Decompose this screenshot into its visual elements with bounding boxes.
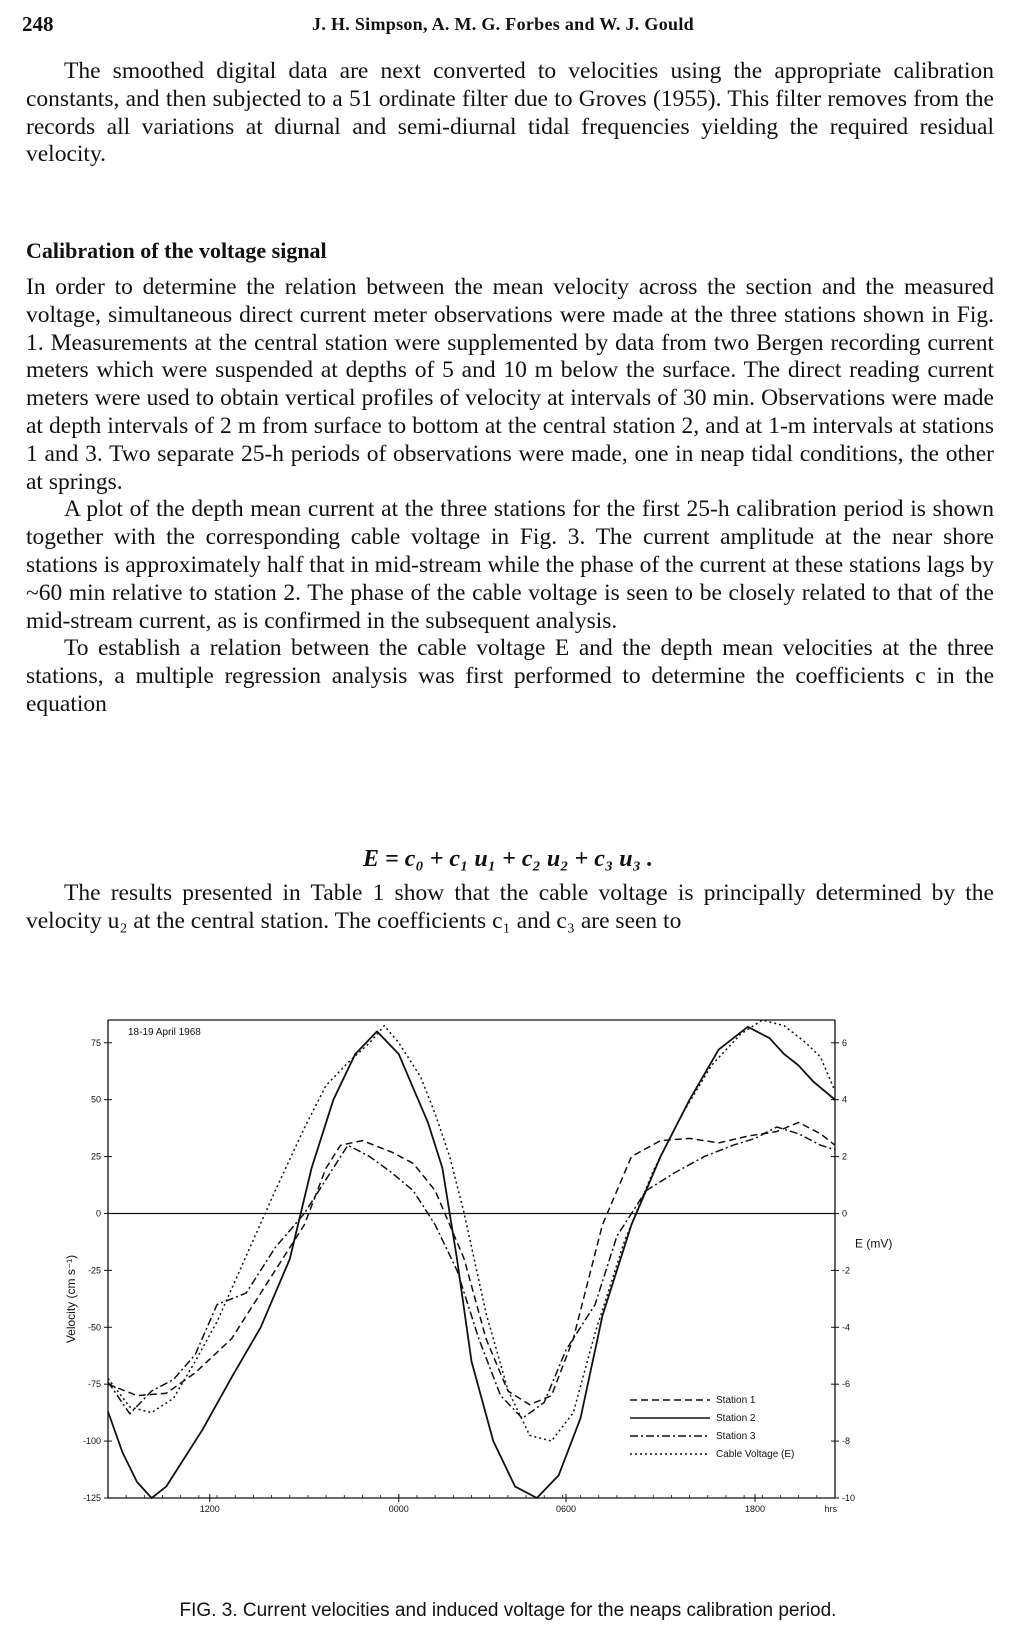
- x-tick-label: 1800: [745, 1504, 766, 1514]
- series-line-cable-voltage-e: [108, 1020, 835, 1441]
- x-tick-label: 1200: [199, 1504, 220, 1514]
- paragraph: The smoothed digital data are next converted to velocities using the appropriate calibration constants, and then subjected to a 51 ordinate filter due to Groves (1955). This filter removes from the records all variations at diurnal and semi-diurnal tidal frequencies yielding the required residual velocity.: [26, 58, 994, 168]
- y2-tick-label: 2: [842, 1151, 848, 1162]
- legend-label: Station 1: [716, 1395, 756, 1406]
- legend-label: Cable Voltage (E): [716, 1449, 795, 1460]
- running-head-authors: J. H. Simpson, A. M. G. Forbes and W. J. Gould: [312, 14, 694, 34]
- y-tick-label: -25: [87, 1265, 101, 1276]
- velocity-voltage-chart: [55, 1000, 985, 1590]
- y2-tick-label: 6: [842, 1037, 848, 1048]
- running-head: [22, 12, 984, 38]
- y2-tick-label: 4: [842, 1094, 848, 1105]
- section-text-block: [26, 274, 994, 719]
- y2-tick-label: -6: [842, 1379, 851, 1390]
- y2-tick-label: -4: [842, 1322, 851, 1333]
- paragraph: A plot of the depth mean current at the three stations for the first 25-h calibration period is shown together with the corresponding cable voltage in Fig. 3. The current amplitude at the near shore stations is approximately half that in mid-stream while the phase of the current at these stations lags by ~60 min relative to station 2. The phase of the cable voltage is seen to be closely related to that of the mid-stream current, as is confirmed in the subsequent analysis.: [26, 496, 994, 634]
- y-axis-title: Velocity (cm s⁻¹): [64, 1254, 78, 1344]
- x-tick-label: 0000: [388, 1504, 409, 1514]
- y-tick-label: 25: [90, 1151, 101, 1162]
- paragraph: To establish a relation between the cable voltage E and the depth mean velocities at the three stations, a multiple regression analysis was first performed to determine the coefficients c in the equation: [26, 635, 994, 717]
- y-tick-label: -100: [82, 1436, 101, 1447]
- series-line-station-2: [108, 1027, 835, 1498]
- regression-equation: E = c₀ + c₁ u₁ + c₂ u₂ + c₃ u₃ .: [363, 846, 653, 872]
- figure-caption: FIG. 3. Current velocities and induced voltage for the neaps calibration period.: [179, 1600, 837, 1621]
- y-tick-label: -75: [87, 1379, 101, 1390]
- bottom-text-block: [26, 880, 994, 936]
- date-label: 18-19 April 1968: [128, 1027, 201, 1038]
- y2-tick-label: -2: [842, 1265, 851, 1276]
- series-line-station-3: [108, 1127, 835, 1418]
- paragraph: The results presented in Table 1 show that the cable voltage is principally determined by the velocity u₂ at the central station. The coefficients c₁ and c₃ are seen to: [26, 880, 994, 934]
- legend-label: Station 3: [716, 1431, 756, 1442]
- y2-tick-label: -10: [842, 1493, 856, 1503]
- y-tick-label: -125: [82, 1493, 101, 1503]
- y2-tick-label: 0: [842, 1208, 848, 1219]
- y-tick-label: 0: [95, 1208, 101, 1219]
- figure-3: [55, 1000, 985, 1590]
- x-tick-label: 0600: [555, 1504, 577, 1514]
- y-tick-label: 75: [90, 1037, 101, 1048]
- top-text-block: [26, 58, 994, 169]
- y2-axis-title: E (mV): [855, 1236, 893, 1251]
- page-number: 248: [22, 12, 54, 36]
- section-heading: Calibration of the voltage signal: [26, 238, 327, 263]
- y-tick-label: -50: [87, 1322, 101, 1333]
- y2-tick-label: -8: [842, 1436, 851, 1447]
- paragraph: In order to determine the relation between the mean velocity across the section and the measured voltage, simultaneous direct current meter observations were made at the three stations shown in Fig. 1. Measurements at the central station were supplemented by data from two Bergen recording current meters which were suspended at depths of 5 and 10 m below the surface. The direct reading current meters were used to obtain vertical profiles of velocity at intervals of 30 min. Observations were made at depth intervals of 2 m from surface to bottom at the central station 2, and at 1-m intervals at stations 1 and 3. Two separate 25-h periods of observations were made, one in neap tidal conditions, the other at springs.: [26, 274, 994, 495]
- y-tick-label: 50: [90, 1094, 101, 1105]
- legend-label: Station 2: [716, 1413, 756, 1424]
- x-unit-label: hrs: [824, 1504, 837, 1514]
